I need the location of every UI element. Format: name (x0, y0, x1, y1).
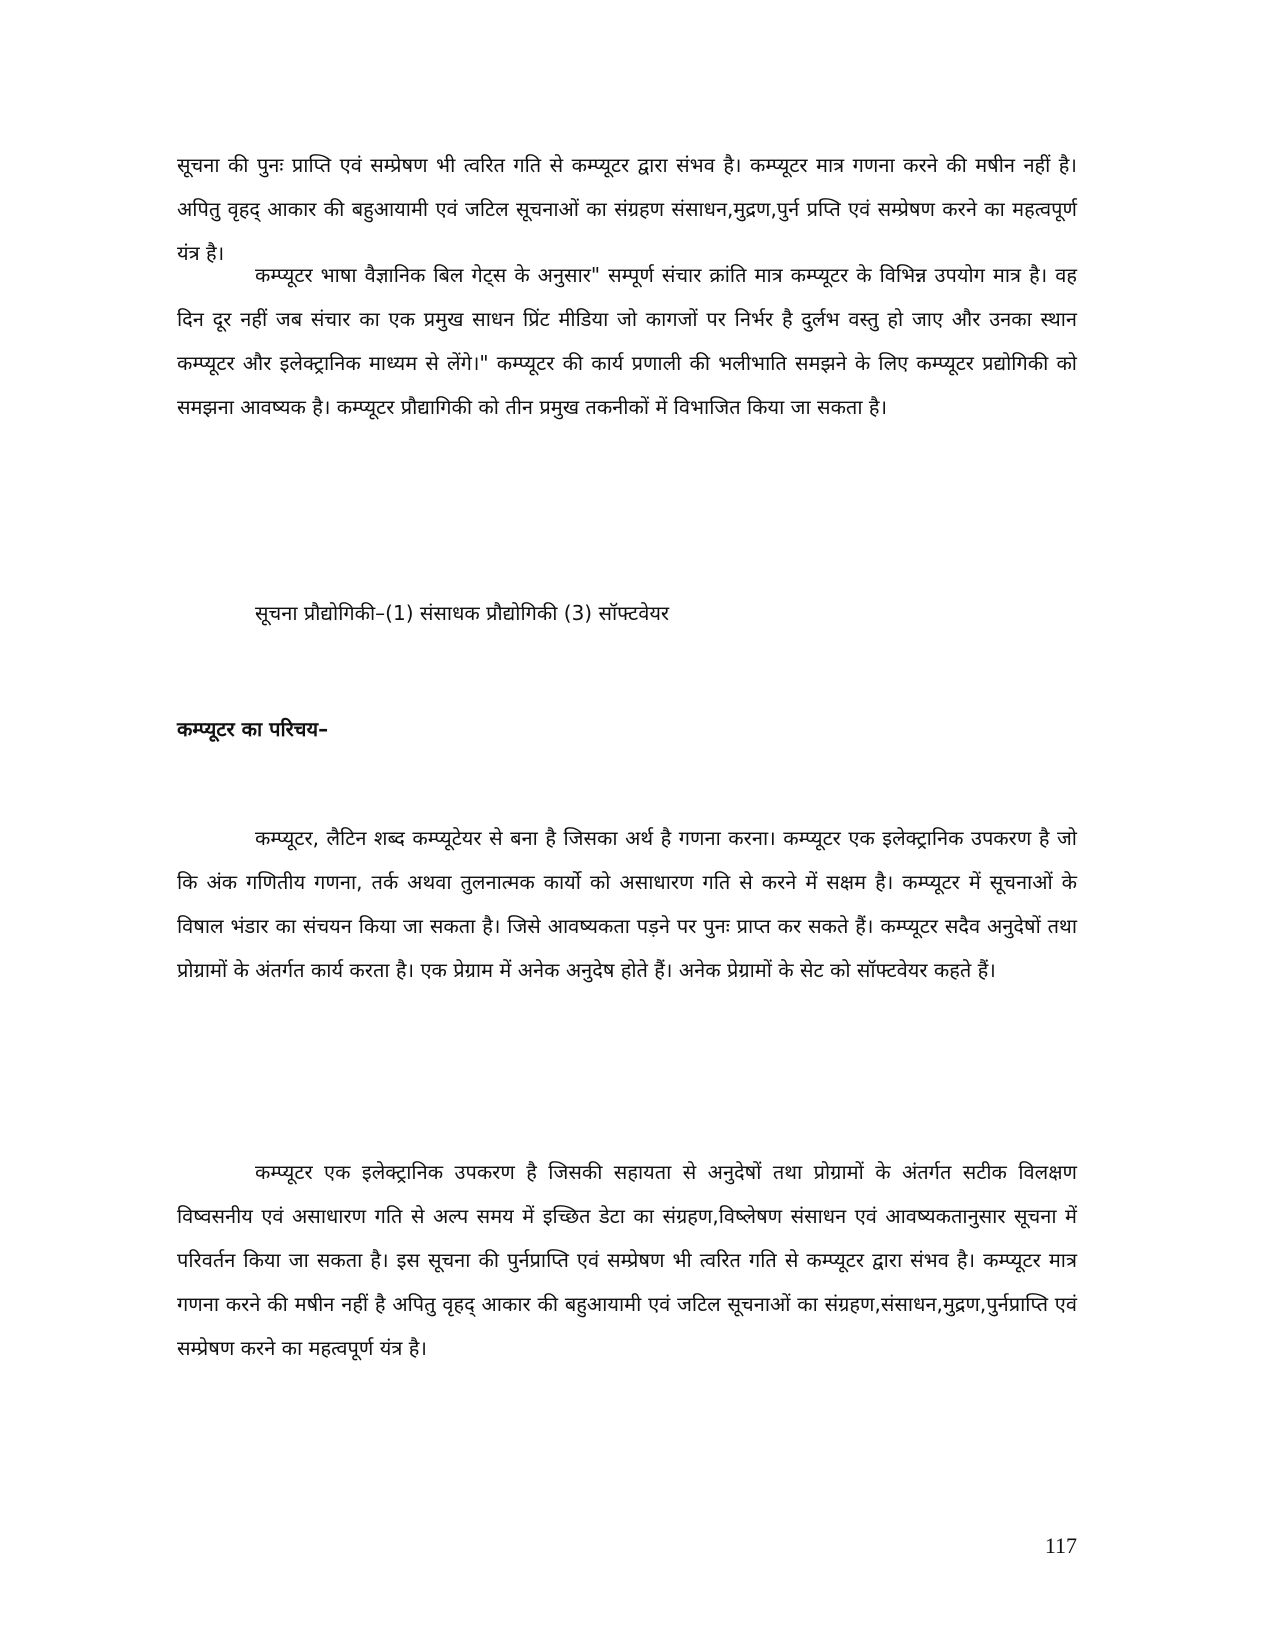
paragraph-4: कम्प्यूटर एक इलेक्ट्रानिक उपकरण है जिसकी सहायता से अनुदेषों तथा प्रोग्रामों के अंतर्गत सटीक विलक्षण विष्वसनीय एवं असाधारण गति से अल्प समय में इच्छित डेटा का संग्रहण,विष्लेषण संसाधन एवं आवष्यकतानुसार सूचना में परिवर्तन किया जा सकता है। इस सूचना की पुर्नप्राप्ति एवं सम्प्रेषण भी त्वरित गति से कम्प्यूटर द्वारा संभव है। कम्प्यूटर मात्र गणना करने की मषीन नहीं है अपितु वृहद् आकार की बहुआयामी एवं जटिल सूचनाओं का संग्रहण,संसाधन,मुद्रण,पुर्नप्राप्ति एवं सम्प्रेषण करने का महत्वपूर्ण यंत्र है। (177, 1160, 1077, 1360)
paragraph-2: कम्प्यूटर भाषा वैज्ञानिक बिल गेट्स के अनुसार" सम्पूर्ण संचार क्रांति मात्र कम्प्यूटर के विभिन्न उपयोग मात्र है। वह दिन दूर नहीं जब संचार का एक प्रमुख साधन प्रिंट मीडिया जो कागजों पर निर्भर है दुर्लभ वस्तु हो जाए और उनका स्थान कम्प्यूटर और इलेक्ट्रानिक माध्यम से लेंगे।" कम्प्यूटर की कार्य प्रणाली की भलीभाति समझने के लिए कम्प्यूटर प्रद्योगिकी को समझना आवष्यक है। कम्प्यूटर प्रौद्यागिकी को तीन प्रमुख तकनीकों में विभाजित किया जा सकता है। (177, 263, 1077, 419)
technology-list-line: सूचना प्रौद्योगिकी–(1) संसाधक प्रौद्योगिकी (3) सॉफ्टवेयर (255, 601, 670, 625)
paragraph-1: सूचना की पुनः प्राप्ति एवं सम्प्रेषण भी त्वरित गति से कम्प्यूटर द्वारा संभव है। कम्प्यूटर मात्र गणना करने की मषीन नहीं है। अपितु वृहद् आकार की बहुआयामी एवं जटिल सूचनाओं का संग्रहण संसाधन,मुद्रण,पुर्न प्रप्ति एवं सम्प्रेषण करने का महत्वपूर्ण यंत्र है। (177, 153, 1077, 265)
page-number: 117 (1044, 1533, 1077, 1558)
paragraph-3: कम्प्यूटर, लैटिन शब्द कम्प्यूटेयर से बना है जिसका अर्थ है गणना करना। कम्प्यूटर एक इलेक्ट्रानिक उपकरण है जो कि अंक गणितीय गणना, तर्क अथवा तुलनात्मक कार्यो को असाधारण गति से करने में सक्षम है। कम्प्यूटर में सूचनाओं के विषाल भंडार का संचयन किया जा सकता है। जिसे आवष्यकता पड़ने पर पुनः प्राप्त कर सकते हैं। कम्प्यूटर सदैव अनुदेषों तथा प्रोग्रामों के अंतर्गत कार्य करता है। एक प्रेग्राम में अनेक अनुदेष होते हैं। अनेक प्रेग्रामों के सेट को सॉफ्टवेयर कहते हैं। (177, 826, 1077, 982)
section-heading: कम्प्यूटर का परिचय– (177, 717, 329, 741)
